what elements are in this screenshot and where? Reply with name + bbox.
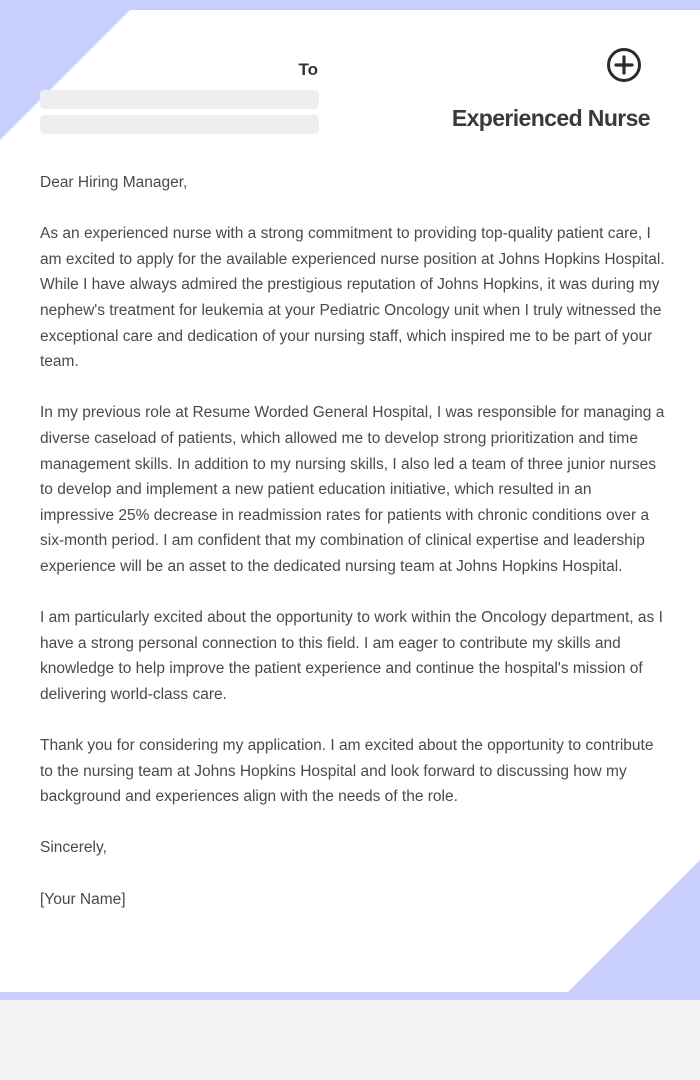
letter-paragraph: Thank you for considering my application. I am excited about the opportunity to contribute to the nursing team at Johns Hopkins Hospital and look forward to discussing how my background and experiences align with the needs of the role. [40,737,654,806]
letter-paragraph: In my previous role at Resume Worded General Hospital, I was responsible for managing a diverse caseload of patients, which allowed me to develop strong prioritization and time management skills. In addition to my nursing skills, I also led a team of three junior nurses to develop and implement a new patient education initiative, which resulted in an impressive 25% decrease in readmission rates for patients with chronic conditions over a six-month period. I am confident that my combination of clinical expertise and leadership experience will be an asset to the dedicated nursing team at Johns Hopkins Hospital. [40,404,665,575]
to-label: To [298,60,318,79]
letter-card [0,10,700,992]
letter-signature: [Your Name] [40,890,126,908]
page-bottom-area [0,1000,700,1080]
letter-greeting: Dear Hiring Manager, [40,174,188,191]
plus-circle-icon[interactable] [606,47,642,83]
letter-paragraph: I am particularly excited about the opportunity to work within the Oncology department, as I have a strong personal connection to this field. I am eager to contribute my skills and knowledge to help improve the patient experience and continue the hospital's mission of delivering world-class care. [40,609,663,703]
letter-closing: Sincerely, [40,839,107,857]
recipient-placeholder-line [40,115,319,134]
document-title: Experienced Nurse [451,105,650,131]
letter-body [40,170,668,938]
letter-paragraph: As an experienced nurse with a strong commitment to providing top-quality patient care, I am excited to apply for the available experienced nurse position at Johns Hopkins Hospital. While I have always admired the prestigious reputation of Johns Hopkins, it was during my nephew's treatment for leukemia at your Pediatric Oncology unit when I truly witnessed the exceptional care and dedication of your nursing staff, which inspired me to be part of your team. [40,225,665,371]
recipient-placeholder-line [40,90,319,109]
